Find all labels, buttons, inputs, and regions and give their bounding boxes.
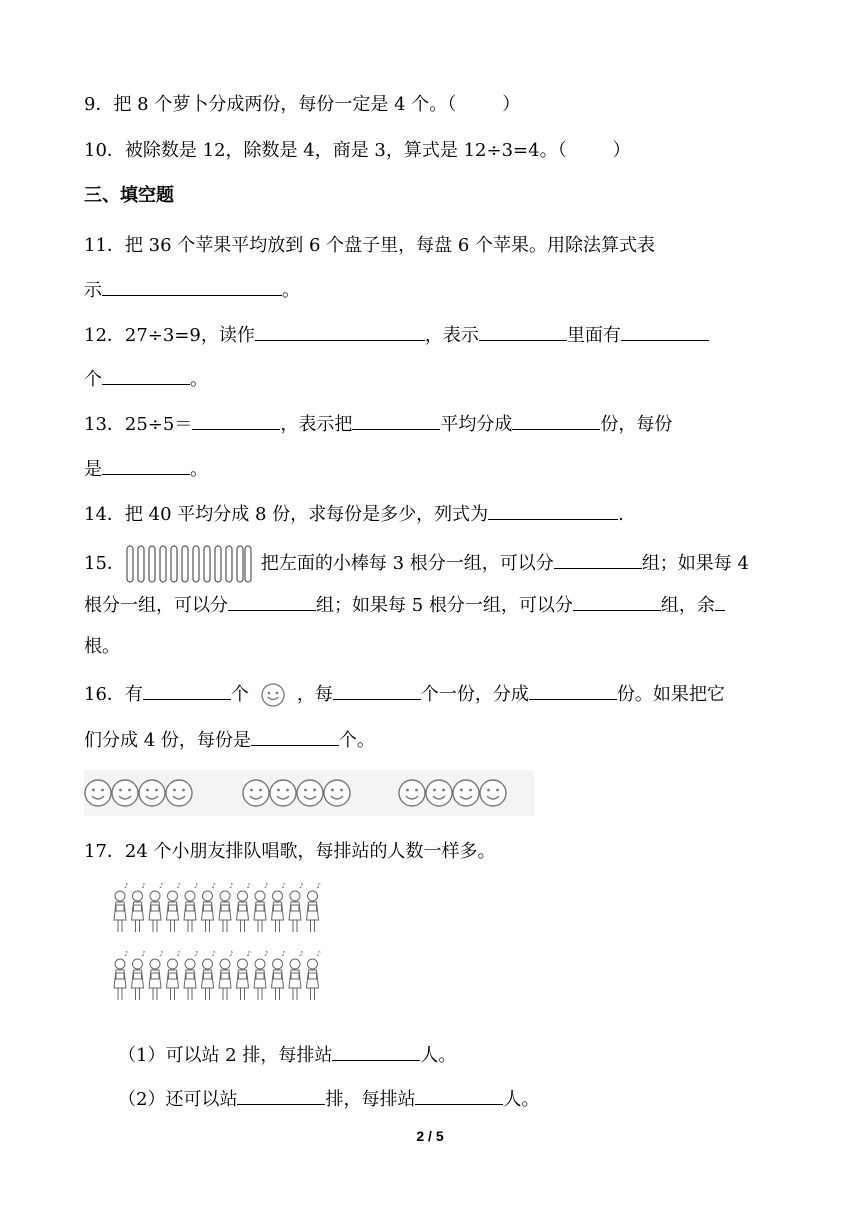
- question-11-line1: 11．把 36 个苹果平均放到 6 个盘子里，每盘 6 个苹果。用除法算式表: [84, 235, 656, 256]
- question-16-line2: 们分成 4 份，每份是 个。: [84, 725, 375, 754]
- svg-text:♪: ♪: [211, 882, 216, 890]
- svg-text:♪: ♪: [159, 882, 164, 890]
- svg-text:♪: ♪: [176, 950, 181, 958]
- answer-blank[interactable]: [415, 1084, 503, 1105]
- child-figure: [202, 950, 216, 1000]
- svg-text:♪: ♪: [246, 950, 251, 958]
- answer-blank[interactable]: [102, 454, 190, 475]
- child-figure: [114, 882, 128, 932]
- svg-text:♪: ♪: [299, 882, 304, 890]
- answer-blank[interactable]: [228, 590, 316, 611]
- smiley-face-icon: [480, 780, 506, 806]
- answer-blank[interactable]: [621, 320, 709, 341]
- child-figure: [289, 950, 303, 1000]
- svg-text:♪: ♪: [281, 950, 286, 958]
- child-figure: [219, 882, 233, 932]
- answer-blank[interactable]: [488, 499, 618, 520]
- svg-text:♪: ♪: [316, 882, 321, 890]
- smiley-groups-figure: [84, 770, 534, 816]
- answer-blank[interactable]: [333, 679, 421, 700]
- answer-blank[interactable]: [102, 275, 282, 296]
- child-figure: [149, 882, 163, 932]
- svg-text:♪: ♪: [124, 882, 129, 890]
- child-figure: [167, 950, 181, 1000]
- svg-text:♪: ♪: [229, 950, 234, 958]
- child-figure: [307, 950, 321, 1000]
- child-figure: [219, 950, 233, 1000]
- child-figure: [254, 950, 268, 1000]
- svg-text:♪: ♪: [264, 950, 269, 958]
- question-16-line1: 16．有 个 ，每 个一份，分成 份。如果把它: [84, 679, 725, 708]
- svg-text:♪: ♪: [299, 950, 304, 958]
- child-figure: [307, 882, 321, 932]
- answer-blank[interactable]: [192, 409, 280, 430]
- svg-text:♪: ♪: [194, 950, 199, 958]
- svg-text:♪: ♪: [141, 950, 146, 958]
- svg-text:♪: ♪: [264, 882, 269, 890]
- svg-text:♪: ♪: [211, 950, 216, 958]
- svg-text:♪: ♪: [141, 882, 146, 890]
- smiley-face-icon: [85, 780, 111, 806]
- answer-blank[interactable]: [512, 409, 600, 430]
- question-17: 17．24 个小朋友排队唱歌，每排站的人数一样多。: [84, 841, 496, 862]
- child-figure: [167, 882, 181, 932]
- singing-children-icon: [112, 880, 332, 1012]
- answer-blank[interactable]: [255, 320, 425, 341]
- answer-blank[interactable]: [251, 725, 339, 746]
- answer-blank[interactable]: [143, 679, 231, 700]
- child-figure: [132, 950, 146, 1000]
- child-figure: [272, 950, 286, 1000]
- svg-text:♪: ♪: [176, 882, 181, 890]
- smiley-face-icon: [426, 780, 452, 806]
- child-figure: [184, 950, 198, 1000]
- question-12-line2: 个 。: [84, 364, 208, 393]
- smiley-face-icon: [297, 780, 323, 806]
- smiley-face-icon: [139, 780, 165, 806]
- question-13-line1: 13．25÷5＝ ，表示把 平均分成 份，每份: [84, 409, 672, 438]
- question-15-line1: 15． 把左面的小棒每 3 根分一组，可以分 组；如果每 4: [84, 544, 749, 584]
- answer-blank[interactable]: [715, 590, 725, 611]
- child-figure: [149, 950, 163, 1000]
- child-figure: [254, 882, 268, 932]
- smiley-face-icon: [166, 780, 192, 806]
- answer-blank[interactable]: [529, 679, 617, 700]
- child-figure: [237, 882, 251, 932]
- svg-text:♪: ♪: [316, 950, 321, 958]
- counting-sticks-icon: [125, 544, 253, 584]
- question-17-part1: （1）可以站 2 排，每排站 人。: [118, 1040, 456, 1069]
- svg-text:♪: ♪: [229, 882, 234, 890]
- question-11-line2: 示 。: [84, 275, 300, 304]
- child-figure: [132, 882, 146, 932]
- child-figure: [237, 950, 251, 1000]
- svg-text:♪: ♪: [194, 882, 199, 890]
- answer-blank[interactable]: [573, 590, 661, 611]
- answer-blank[interactable]: [554, 548, 642, 569]
- smiley-face-icon: [324, 780, 350, 806]
- child-figure: [114, 950, 128, 1000]
- question-10: 10．被除数是 12，除数是 4，商是 3，算式是 12÷3=4。（ ）: [84, 140, 631, 161]
- answer-blank[interactable]: [237, 1084, 325, 1105]
- section-heading-fill-blanks: 三、填空题: [84, 185, 174, 206]
- answer-blank[interactable]: [332, 1040, 420, 1061]
- question-13-line2: 是 。: [84, 454, 208, 483]
- smiley-face-icon: [112, 780, 138, 806]
- question-15-line3: 根。: [84, 636, 120, 657]
- smiley-face-icon: [399, 780, 425, 806]
- smiley-face-icon: [270, 780, 296, 806]
- svg-text:♪: ♪: [281, 882, 286, 890]
- smiley-face-icon: [243, 780, 269, 806]
- smiley-face-icon: [253, 682, 293, 708]
- child-figure: [202, 882, 216, 932]
- answer-blank[interactable]: [102, 364, 190, 385]
- question-17-part2: （2）还可以站 排，每排站 人。: [118, 1084, 539, 1113]
- child-figure: [272, 882, 286, 932]
- page-number: 2 / 5: [416, 1128, 444, 1144]
- question-15-line2: 根分一组，可以分 组；如果每 5 根分一组，可以分 组，余: [84, 590, 725, 619]
- question-12-line1: 12．27÷3=9，读作 ，表示 里面有: [84, 320, 709, 349]
- child-figure: [289, 882, 303, 932]
- question-9: 9．把 8 个萝卜分成两份，每份一定是 4 个。（ ）: [84, 94, 521, 115]
- answer-blank[interactable]: [479, 320, 567, 341]
- svg-text:♪: ♪: [246, 882, 251, 890]
- answer-blank[interactable]: [352, 409, 440, 430]
- smiley-face-icon: [453, 780, 479, 806]
- question-14: 14．把 40 平均分成 8 份，求每份是多少，列式为 .: [84, 499, 624, 528]
- child-figure: [184, 882, 198, 932]
- svg-text:♪: ♪: [159, 950, 164, 958]
- svg-text:♪: ♪: [124, 950, 129, 958]
